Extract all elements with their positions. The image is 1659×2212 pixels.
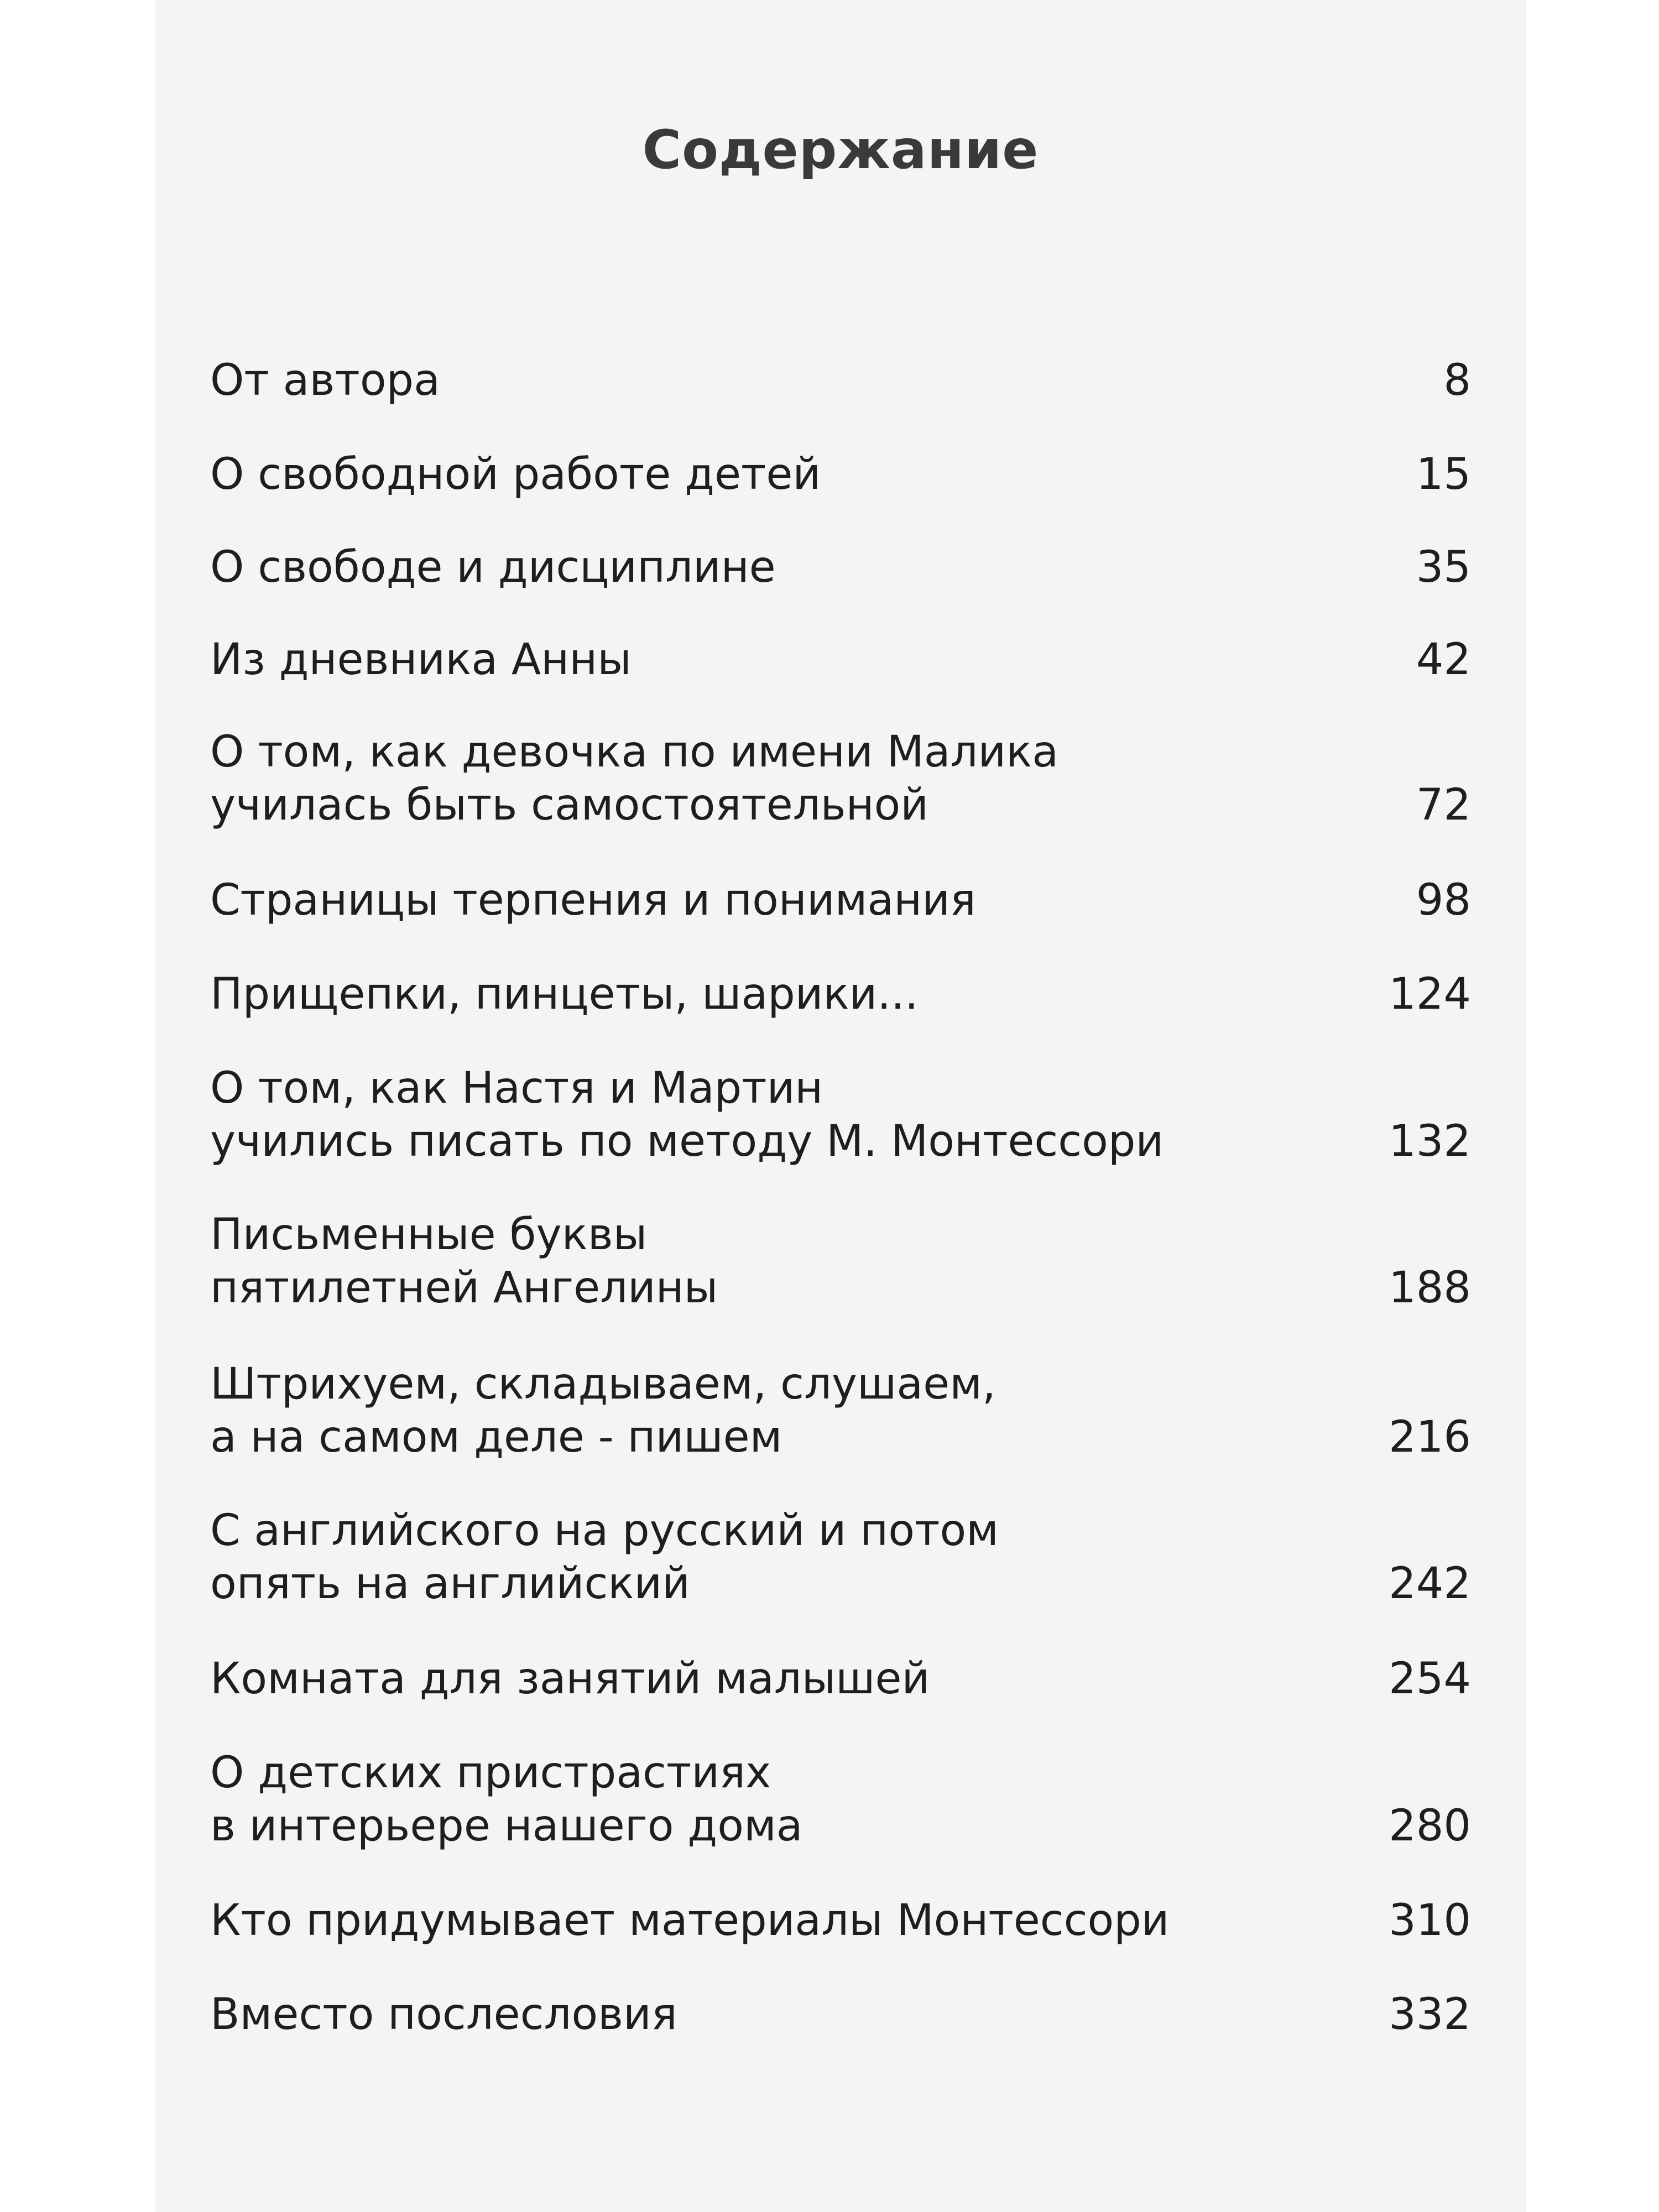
toc-entry-title — [210, 1504, 999, 1610]
toc-entry-page-number: 98 — [1416, 875, 1471, 925]
toc-entry-page-number: 8 — [1443, 356, 1471, 405]
toc-entry-title-line: От автора — [210, 356, 440, 405]
toc-entry-title — [210, 1208, 718, 1314]
toc-entry-title — [210, 1062, 1164, 1168]
table-of-contents — [210, 0, 1471, 2212]
toc-entry-title-line: О том, как Настя и Мартин — [210, 1063, 823, 1113]
toc-entry-page-number: 310 — [1389, 1896, 1471, 1945]
toc-entry-title-line: О детских пристрастиях — [210, 1748, 771, 1798]
toc-entry-page-number: 15 — [1416, 450, 1471, 499]
toc-entry-title-line: Страницы терпения и понимания — [210, 875, 976, 925]
toc-entry-title-line: а на самом деле - пишем — [210, 1412, 782, 1462]
toc-entry-title — [210, 968, 919, 1021]
toc-entry-page-number: 124 — [1389, 969, 1471, 1019]
toc-entry-title-line: опять на английский — [210, 1559, 690, 1609]
toc-entry-title-line: в интерьере нашего дома — [210, 1801, 803, 1851]
toc-entry-title-line: О свободе и дисциплине — [210, 542, 776, 592]
toc-entry-title — [210, 354, 440, 407]
toc-entry-page-number: 188 — [1389, 1263, 1471, 1313]
toc-entry-page-number: 254 — [1389, 1654, 1471, 1704]
toc-entry-title-line: Прищепки, пинцеты, шарики... — [210, 969, 919, 1019]
toc-entry-title-line: Из дневника Анны — [210, 635, 632, 685]
toc-entry-title-line: Кто придумывает материалы Монтессори — [210, 1896, 1170, 1945]
toc-heading: Содержание — [642, 119, 1039, 181]
toc-entry-title — [210, 1358, 996, 1464]
toc-entry-title-line: Вместо послесловия — [210, 1990, 677, 2039]
toc-entry-title — [210, 448, 821, 501]
toc-entry-title — [210, 1652, 930, 1705]
toc-entry-title — [210, 874, 976, 927]
toc-entry-title — [210, 633, 632, 686]
toc-entry-page-number: 72 — [1416, 780, 1471, 830]
toc-entry-title-line: училась быть самостоятельной — [210, 780, 928, 830]
toc-entry-title — [210, 1894, 1169, 1947]
toc-entry-title-line: Комната для занятий малышей — [210, 1654, 930, 1704]
toc-entry-title — [210, 1988, 677, 2041]
toc-entry-title-line: О том, как девочка по имени Малика — [210, 727, 1059, 777]
toc-entry-title-line: С английского на русский и потом — [210, 1506, 999, 1556]
toc-entry-title — [210, 726, 1058, 832]
toc-entry-title — [210, 1746, 803, 1853]
toc-entry-page-number: 42 — [1416, 635, 1471, 685]
toc-entry-title-line: Письменные буквы — [210, 1210, 648, 1260]
toc-entry-page-number: 132 — [1389, 1117, 1471, 1166]
toc-entry-page-number: 242 — [1389, 1559, 1471, 1609]
toc-entry-page-number: 332 — [1389, 1990, 1471, 2039]
toc-entry-page-number: 216 — [1389, 1412, 1471, 1462]
toc-entry-title-line: О свободной работе детей — [210, 450, 821, 499]
toc-entry-title-line: Штрихуем, складываем, слушаем, — [210, 1359, 996, 1409]
toc-entry-title-line: пятилетней Ангелины — [210, 1263, 718, 1313]
toc-entry-title — [210, 541, 776, 594]
toc-entry-page-number: 35 — [1416, 542, 1471, 592]
toc-entry-page-number: 280 — [1389, 1801, 1471, 1851]
toc-entry-title-line: учились писать по методу М. Монтессори — [210, 1117, 1164, 1166]
